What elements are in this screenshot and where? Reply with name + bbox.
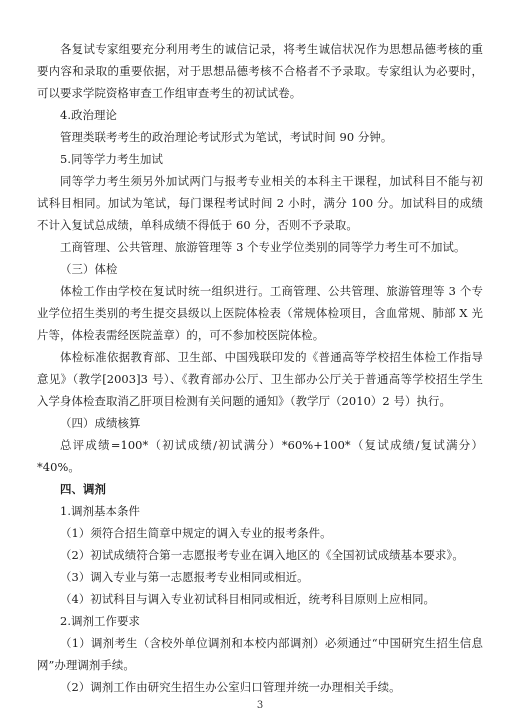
section-heading: （四）成绩核算 (60, 416, 141, 430)
formula-paragraph: 总评成绩=100*（初试成绩/初试满分）*60%+100*（复试成绩/复试满分）*40%。 (37, 438, 483, 474)
document-body (37, 38, 483, 698)
list-item: （2）初试成绩符合第一志愿报考专业在调入地区的《全国初试成绩基本要求》。 (60, 548, 464, 562)
list-item: （2）调剂工作由研究生招生办公室归口管理并统一办理相关手续。 (60, 680, 401, 694)
paragraph: 各复试专家组要充分利用考生的诚信记录，将考生诚信状况作为思想品德考核的重要内容和录取的重要依据，对于思想品德考核不合格者不予录取。专家组认为必要时，可以要求学院资格审查工作组审查考生的初试试卷。 (37, 42, 483, 100)
section-heading: 1.调剂基本条件 (60, 504, 141, 518)
paragraph: 工商管理、公共管理、旅游管理等 3 个专业学位类别的同等学力考生可不加试。 (60, 240, 466, 254)
paragraph: 同等学力考生须另外加试两门与报考专业相关的本科主干课程，加试科目不能与初试科目相同。加试为笔试，每门课程考试时间 2 小时，满分 100 分。加试科目的成绩不计入复试总成绩，单科成绩不得低于 60 分，否则不予录取。 (37, 174, 483, 232)
paragraph: 管理类联考考生的政治理论考试形式为笔试，考试时间 90 分钟。 (60, 130, 393, 144)
section-heading: 4.政治理论 (60, 108, 118, 122)
chapter-heading: 四、调剂 (60, 482, 106, 496)
list-item: （3）调入专业与第一志愿报考专业相同或相近。 (60, 570, 309, 584)
list-item: （1）调剂考生（含校外单位调剂和本校内部调剂）必须通过“中国研究生招生信息网”办理调剂手续。 (37, 636, 483, 672)
list-item: （1）须符合招生简章中规定的调入专业的报考条件。 (60, 526, 332, 540)
paragraph: 体检标准依据教育部、卫生部、中国残联印发的《普通高等学校招生体检工作指导意见》（教学[2003]3 号）、《教育部办公厅、卫生部办公厅关于普通高等学校招生学生入学身体检查取消乙肝项目检测有关问题的通知》（教学厅（2010）2 号）执行。 (37, 350, 483, 408)
paragraph: 体检工作由学校在复试时统一组织进行。工商管理、公共管理、旅游管理等 3 个专业学位招生类别的考生提交县级以上医院体检表（常规体检项目，含血常规、肺部 X 光片等，体检表需经医院盖章）的，可不参加校医院体检。 (37, 284, 483, 342)
list-item: （4）初试科目与调入专业初试科目相同或相近，统考科目原则上应相同。 (60, 592, 436, 606)
section-heading: 2.调剂工作要求 (60, 614, 141, 628)
section-heading: （三）体检 (60, 262, 118, 276)
page-number: 3 (256, 700, 264, 711)
section-heading: 5.同等学力考生加试 (60, 152, 163, 166)
